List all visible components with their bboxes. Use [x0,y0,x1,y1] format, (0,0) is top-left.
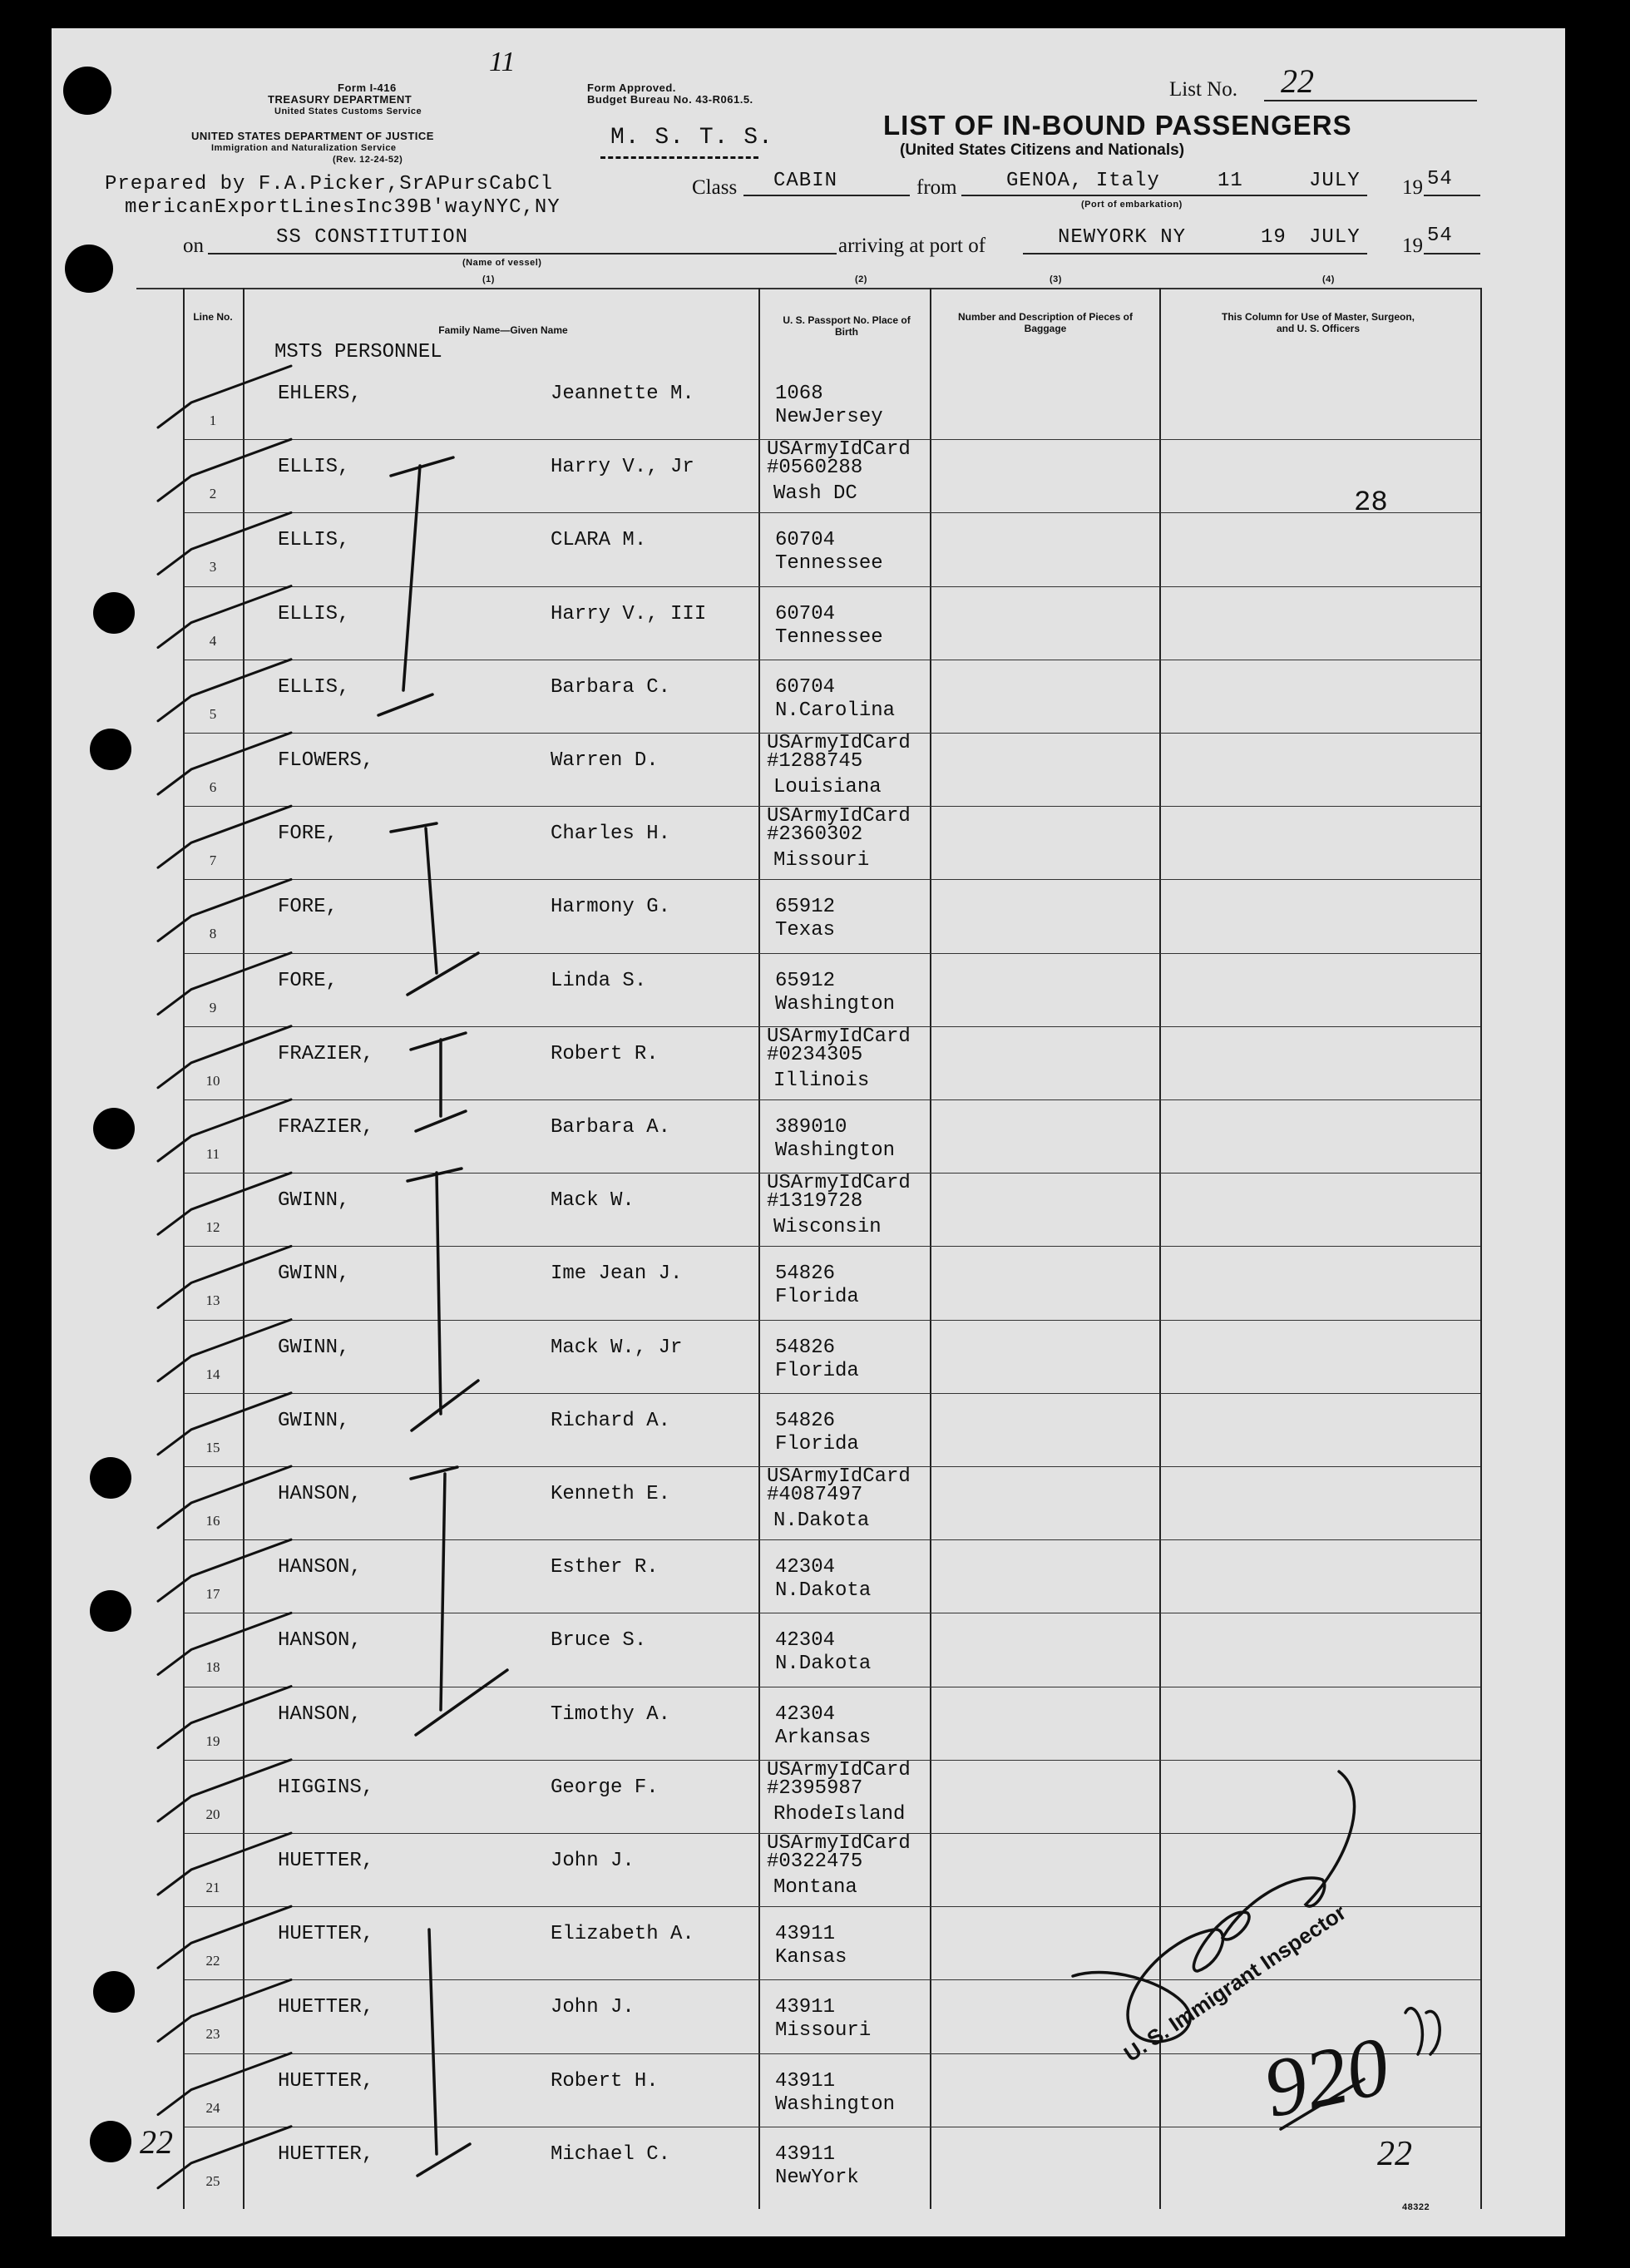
family-name: HUETTER, [278,1996,374,2019]
depart-month: JULY [1309,170,1361,192]
col-divider-baggage [1159,288,1161,2209]
line-number: 4 [209,632,217,649]
customs-service: United States Customs Service [274,106,422,116]
given-name: CLARA M. [551,529,647,552]
passport-number: 60704 [775,529,836,552]
treasury-dept: TREASURY DEPARTMENT [268,93,412,106]
given-name: Timothy A. [551,1702,671,1726]
punch-hole [65,245,113,293]
given-name: Esther R. [551,1556,659,1579]
family-name: HANSON, [278,1483,362,1505]
line-number: 17 [205,1586,220,1603]
form-number: Form I-416 [338,82,397,94]
family-name: EHLERS, [278,383,362,405]
arrival-year-line [1424,253,1480,254]
col-header-line-no: Line No. [193,311,233,323]
row-divider [185,1979,1480,1980]
family-name: ELLIS, [278,675,350,699]
arriving-label: arriving at port of [838,235,986,257]
line-number: 8 [209,926,217,942]
document-title: LIST OF IN-BOUND PASSENGERS [883,110,1352,141]
bottom-number-left: 22 [140,2123,173,2161]
passport-number: 65912 [775,969,836,992]
family-name: GWINN, [278,1262,350,1286]
line-number: 13 [205,1292,220,1309]
line-number: 14 [205,1366,220,1382]
col-header-passport: U. S. Passport No. Place of Birth [783,314,911,338]
given-name: Michael C. [551,2142,671,2166]
family-name: FRAZIER, [278,1116,374,1139]
birthplace: Montana [773,1876,857,1899]
family-name: FORE, [278,896,338,919]
passport-number: USArmyIdCard #2395987 [767,1758,911,1800]
passport-number: 43911 [775,1996,836,2019]
serial-number: 48322 [1402,2202,1430,2212]
given-name: George F. [551,1776,659,1799]
passport-number: 42304 [775,1556,836,1579]
given-name: Ime Jean J. [551,1262,683,1286]
punch-hole [90,1457,131,1499]
birthplace: Wisconsin [773,1216,882,1239]
passport-number: 42304 [775,1629,836,1653]
col-num-1: (1) [482,274,495,284]
given-name: Linda S. [551,969,647,992]
msts-label: M. S. T. S. [610,125,773,151]
row-divider [185,1246,1480,1247]
passport-number: 60704 [775,675,836,699]
family-name: FRAZIER, [278,1042,374,1065]
passport-number: USArmyIdCard #2360302 [767,805,911,847]
col-divider-line-no [243,288,244,2209]
document-subtitle: (United States Citizens and Nationals) [900,141,1185,159]
inspector-stamp: U. S. Immigrant Inspector [1119,1899,1351,2067]
birthplace: RhodeIsland [773,1802,906,1826]
arrival-day: 19 [1261,226,1287,249]
birthplace: Tennessee [775,625,883,649]
ins-line: Immigration and Naturalization Service [211,143,397,153]
family-name: FORE, [278,969,338,992]
family-name: HUETTER, [278,2142,374,2166]
given-name: John J. [551,1850,635,1872]
birthplace: Arkansas [775,1726,872,1749]
punch-hole [90,1590,131,1632]
col-header-name: Family Name—Given Name [438,324,568,336]
line-number: 5 [209,705,217,722]
row-divider [185,512,1480,513]
passport-number: 43911 [775,1923,836,1946]
passport-number: USArmyIdCard #0234305 [767,1025,911,1066]
given-name: Barbara C. [551,675,671,699]
given-name: Jeannette M. [551,383,694,405]
punch-hole [90,729,131,770]
row-divider [185,1539,1480,1540]
list-no-value: 22 [1281,62,1314,100]
col-header-baggage: Number and Description of Pieces of Baggage [957,311,1134,334]
arrival-year-prefix: 19 [1402,235,1423,257]
row-divider [185,1393,1480,1394]
passport-number: 60704 [775,602,836,625]
row-divider [185,1099,1480,1100]
table-top-border [136,288,1482,289]
family-name: HANSON, [278,1556,362,1579]
family-name: ELLIS, [278,456,350,479]
passport-number: USArmyIdCard #1288745 [767,732,911,773]
birthplace: Texas [775,919,836,942]
depart-day: 11 [1218,170,1243,192]
given-name: John J. [551,1996,635,2019]
family-name: FLOWERS, [278,749,374,772]
given-name: Robert H. [551,2069,659,2093]
vessel-caption: (Name of vessel) [462,258,542,268]
birthplace: Louisiana [773,776,882,798]
arrival-year: 54 [1427,225,1453,247]
row-divider [185,879,1480,880]
given-name: Warren D. [551,749,659,772]
given-name: Harmony G. [551,896,671,919]
given-name: Mack W. [551,1189,635,1213]
passport-number: 42304 [775,1702,836,1726]
row-divider [185,586,1480,587]
line-number: 11 [205,1146,220,1162]
family-name: FORE, [278,823,338,846]
list-no-label: List No. [1169,78,1237,101]
given-name: Barbara A. [551,1116,671,1139]
marginal-number: 11 [489,47,516,77]
bottom-number-right: 22 [1377,2135,1412,2173]
class-line [743,195,910,196]
on-label: on [183,235,204,257]
punch-hole [90,2121,131,2162]
given-name: Mack W., Jr [551,1336,683,1359]
birthplace: Kansas [775,1946,847,1969]
line-number: 10 [205,1072,220,1089]
family-name: GWINN, [278,1336,350,1359]
birthplace: N.Dakota [773,1510,870,1532]
port-embarkation-caption: (Port of embarkation) [1081,200,1183,210]
passport-number: 54826 [775,1262,836,1286]
passport-number: 54826 [775,1336,836,1359]
col-num-2: (2) [855,274,867,284]
family-name: ELLIS, [278,529,350,552]
given-name: Charles H. [551,823,671,846]
arrival-line [1023,253,1367,254]
family-name: HUETTER, [278,1850,374,1872]
birthplace: Florida [775,1286,859,1309]
line-number: 7 [209,852,217,869]
given-name: Kenneth E. [551,1483,671,1505]
col-num-3: (3) [1050,274,1062,284]
given-name: Bruce S. [551,1629,647,1653]
class-label: Class [692,176,738,199]
table-right-border [1480,288,1482,2209]
officer-note: 28 [1354,487,1388,519]
passport-number: 54826 [775,1409,836,1432]
birthplace: N.Dakota [775,1653,872,1676]
arrival-month: JULY [1309,226,1361,249]
birthplace: Florida [775,1359,859,1382]
group-label: MSTS PERSONNEL [274,341,442,363]
row-divider [185,953,1480,954]
birthplace: Wash DC [773,482,857,506]
from-port: GENOA, Italy [1006,170,1160,192]
line-number: 18 [205,1659,220,1676]
birthplace: Illinois [773,1069,870,1092]
birthplace: Tennessee [775,552,883,576]
col-num-4: (4) [1322,274,1335,284]
line-number: 3 [209,559,217,576]
birthplace: Washington [775,992,896,1015]
from-line [961,195,1367,196]
birthplace: Florida [775,1432,859,1455]
line-number: 16 [205,1513,220,1529]
prepared-by-address: mericanExportLinesInc39B'wayNYC,NY [125,196,561,219]
col-divider-name [758,288,760,2209]
prepared-by: Prepared by F.A.Picker,SrAPursCabCl [105,173,554,195]
inspector-number: 920 [1256,2018,1397,2136]
line-number: 1 [209,413,217,428]
given-name: Robert R. [551,1042,659,1065]
family-name: HIGGINS, [278,1776,374,1799]
birthplace: Missouri [775,2019,872,2043]
family-name: HUETTER, [278,2069,374,2093]
line-number: 23 [205,2026,220,2043]
from-label: from [916,176,957,199]
family-name: GWINN, [278,1409,350,1432]
punch-hole [93,1108,135,1149]
birthplace: NewYork [775,2166,859,2189]
list-no-line [1264,100,1477,101]
col-header-officers: This Column for Use of Master, Surgeon, and U. S. Officers [1221,311,1415,334]
line-number: 20 [205,1806,220,1822]
class-value: CABIN [773,170,838,192]
punch-hole [93,592,135,634]
line-number: 24 [205,2099,220,2116]
passport-number: USArmyIdCard #0560288 [767,438,911,480]
budget-bureau: Budget Bureau No. 43-R061.5. [587,93,753,106]
given-name: Elizabeth A. [551,1923,694,1946]
family-name: GWINN, [278,1189,350,1213]
passport-number: 389010 [775,1116,847,1139]
passport-number: 43911 [775,2142,836,2166]
family-name: HUETTER, [278,1923,374,1946]
given-name: Richard A. [551,1409,671,1432]
col-divider-passport [930,288,931,2209]
line-number: 25 [205,2172,220,2189]
line-number: 19 [205,1732,220,1749]
msts-dashed-underline [600,156,758,159]
line-number: 15 [205,1439,220,1455]
row-divider [185,1906,1480,1907]
row-divider [185,1320,1480,1321]
passport-number: 43911 [775,2069,836,2093]
depart-year-prefix: 19 [1402,176,1423,199]
passport-number: 65912 [775,896,836,919]
line-number: 6 [209,779,217,795]
given-name: Harry V., III [551,602,707,625]
birthplace: Washington [775,2093,896,2116]
birthplace: NewJersey [775,406,883,428]
justice-dept: UNITED STATES DEPARTMENT OF JUSTICE [191,130,434,142]
line-number: 21 [205,1880,220,1895]
rev-date: (Rev. 12-24-52) [333,155,403,165]
punch-hole [93,1971,135,2013]
line-number: 9 [209,999,217,1015]
line-number: 22 [205,1953,220,1969]
vessel-name: SS CONSTITUTION [276,226,469,249]
family-name: ELLIS, [278,602,350,625]
line-number: 2 [209,486,217,502]
family-name: HANSON, [278,1702,362,1726]
family-name: HANSON, [278,1629,362,1653]
depart-year: 54 [1427,168,1453,190]
table-left-border [183,288,185,2209]
passport-number: USArmyIdCard #4087497 [767,1465,911,1506]
form-approved: Form Approved. [587,82,676,94]
passport-number: USArmyIdCard #0322475 [767,1832,911,1873]
birthplace: N.Dakota [775,1579,872,1603]
passport-number: 1068 [775,383,823,405]
depart-year-line [1424,195,1480,196]
birthplace: Washington [775,1139,896,1162]
birthplace: Missouri [773,849,870,872]
birthplace: N.Carolina [775,699,896,722]
punch-hole [63,67,111,115]
passport-number: USArmyIdCard #1319728 [767,1172,911,1213]
line-number: 12 [205,1219,220,1236]
arrival-port: NEWYORK NY [1058,226,1187,249]
vessel-line [208,253,837,254]
given-name: Harry V., Jr [551,456,694,479]
